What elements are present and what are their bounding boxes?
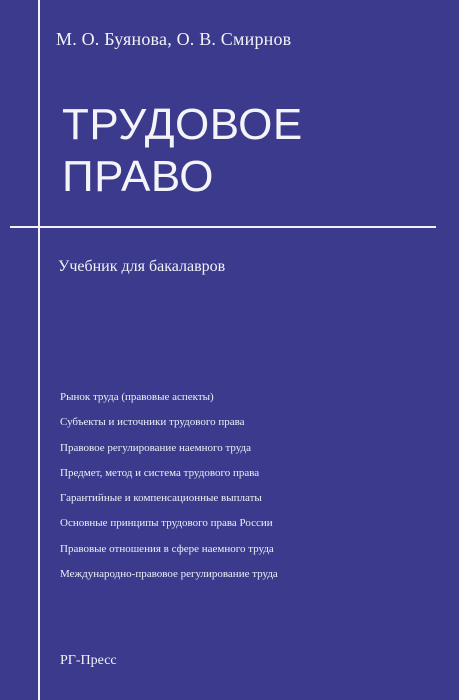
book-title <box>62 99 303 203</box>
book-title-line-1: ТРУДОВОЕ <box>62 100 303 149</box>
topic-item: Предмет, метод и система трудового права <box>60 466 260 479</box>
topic-item: Субъекты и источники трудового права <box>60 416 245 429</box>
book-title-line-2: ПРАВО <box>62 152 214 201</box>
topic-item: Гарантийные и компенсационные выплаты <box>60 492 262 505</box>
vertical-rule <box>38 0 40 700</box>
topic-item: Правовые отношения в сфере наемного труда <box>60 542 274 555</box>
topic-item: Основные принципы трудового права России <box>60 517 273 530</box>
authors: М. О. Буянова, О. В. Смирнов <box>56 29 292 49</box>
publisher-name: РГ-Пресс <box>60 653 117 668</box>
subtitle: Учебник для бакалавров <box>58 258 226 275</box>
topic-item: Рынок труда (правовые аспекты) <box>60 391 214 403</box>
horizontal-rule <box>10 226 436 228</box>
topic-item: Правовое регулирование наемного труда <box>60 441 252 454</box>
topic-item: Международно-правовое регулирование труда <box>60 568 278 581</box>
topics-list <box>60 385 278 587</box>
